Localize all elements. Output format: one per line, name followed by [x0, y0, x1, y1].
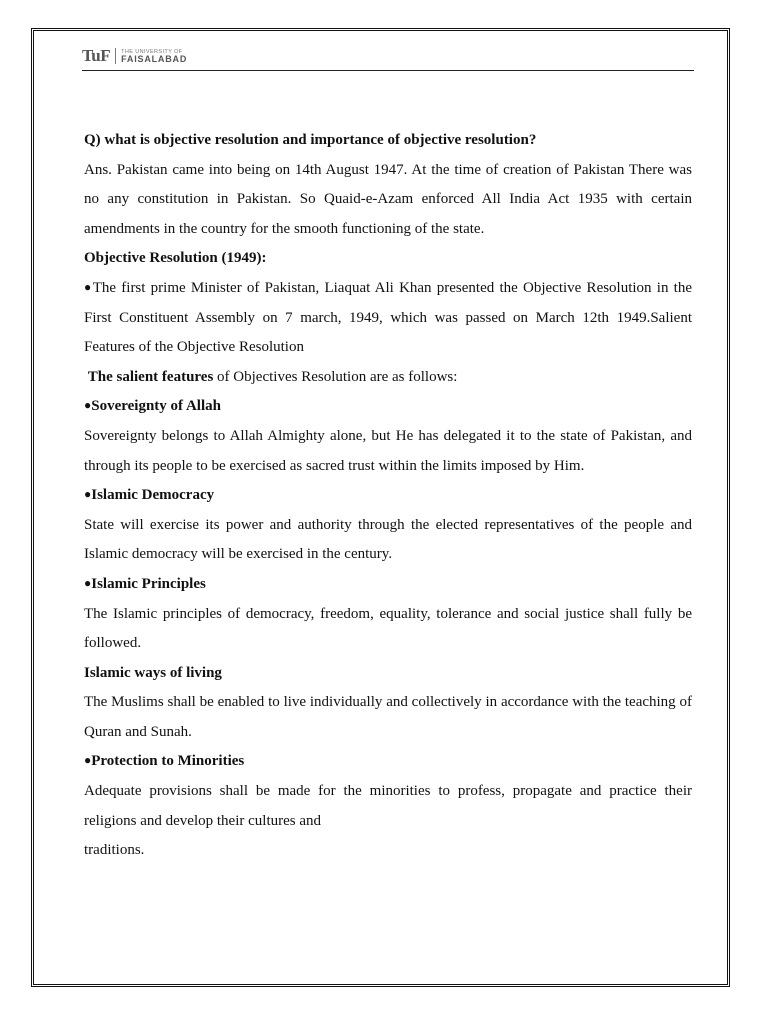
- section-heading-principles: [84, 570, 692, 600]
- objective-resolution-text: The first prime Minister of Pakistan, Liaquat Ali Khan presented the Objective Resolution in the First Constituent Assembly on 7 march, 1949, which was passed on March 12th 1949.Salient Features of the Objective Resolution: [84, 279, 693, 356]
- section-heading-text: Islamic Democracy: [91, 487, 215, 504]
- logo-text: [121, 50, 187, 65]
- logo-divider: [115, 48, 116, 64]
- objective-resolution-heading: Objective Resolution (1949):: [84, 250, 267, 267]
- logo-mark: TuF: [82, 46, 111, 65]
- section-heading-ways-of-living: Islamic ways of living: [84, 664, 222, 681]
- logo-line2: FAISALABAD: [121, 54, 188, 64]
- section-body-minorities: Adequate provisions shall be made for the minorities to profess, propagate and practice their religions and develop their cultures and: [84, 783, 692, 829]
- document-header: [82, 44, 694, 71]
- section-heading-text: Sovereignty of Allah: [91, 398, 221, 415]
- section-body-ways-of-living: The Muslims shall be enabled to live individually and collectively in accordance with the teaching of Quran and Sunah.: [84, 694, 692, 740]
- bullet-icon: ●: [84, 753, 92, 768]
- bullet-icon: ●: [84, 575, 92, 590]
- salient-features-intro: [84, 363, 692, 393]
- salient-features-bold: The salient features: [87, 368, 214, 385]
- answer-paragraph: Ans. Pakistan came into being on 14th August 1947. At the time of creation of Pakistan There was no any constitution in Pakistan. So Quaid-e-Azam enforced All India Act 1935 with certain amendments in the country for the smooth functioning of the state.: [84, 161, 692, 237]
- section-body-democracy: State will exercise its power and authority through the elected representatives of the people and Islamic democracy will be exercised in the century.: [84, 516, 692, 563]
- objective-resolution-paragraph: [84, 274, 692, 363]
- section-heading-minorities: [84, 747, 692, 777]
- section-body-principles: The Islamic principles of democracy, freedom, equality, tolerance and social justice shall fully be followed.: [84, 605, 692, 652]
- question-heading: Q) what is objective resolution and importance of objective resolution?: [84, 132, 537, 148]
- logo-line1: THE UNIVERSITY OF: [121, 48, 183, 55]
- salient-features-rest: of Objectives Resolution are as follows:: [213, 368, 458, 385]
- university-logo: [82, 47, 187, 64]
- section-heading-text: Protection to Minorities: [91, 753, 245, 770]
- section-heading-democracy: [84, 481, 692, 511]
- section-body-minorities-last: traditions.: [84, 842, 145, 859]
- bullet-icon: ●: [84, 279, 93, 294]
- section-heading-text: Islamic Principles: [91, 575, 206, 592]
- bullet-icon: ●: [84, 398, 92, 413]
- section-body-sovereignty: Sovereignty belongs to Allah Almighty alone, but He has delegated it to the state of Pakistan, and through its people to be exercised as sacred trust within the limits imposed by Him.: [84, 427, 692, 474]
- document-body: [84, 126, 692, 866]
- section-heading-sovereignty: [84, 392, 692, 422]
- bullet-icon: ●: [84, 487, 92, 502]
